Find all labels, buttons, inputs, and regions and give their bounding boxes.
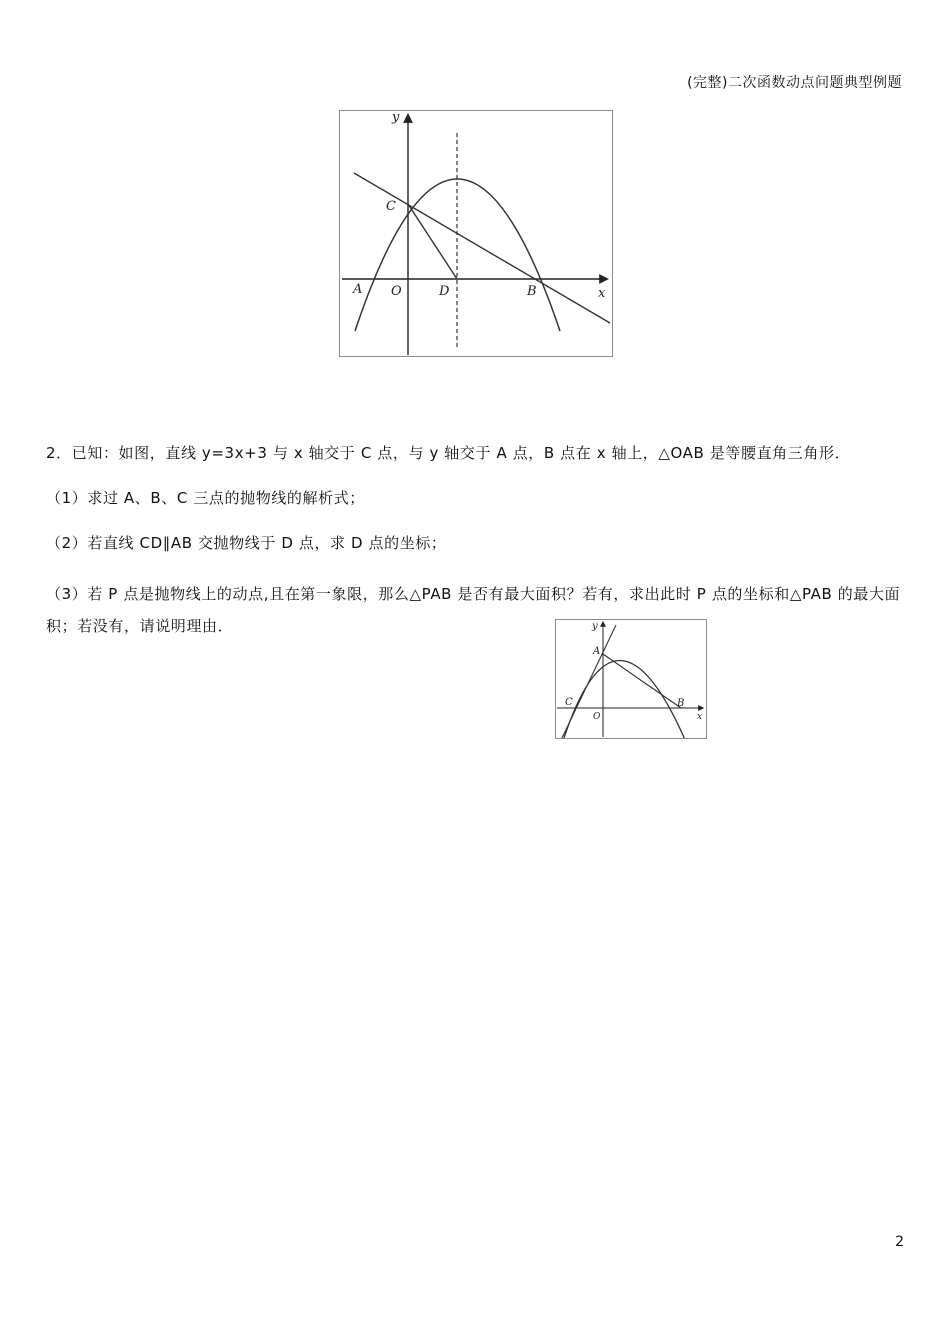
problem-2-question-2: （2）若直线 CD∥AB 交抛物线于 D 点，求 D 点的坐标； <box>46 534 447 552</box>
figure-1 <box>339 110 613 357</box>
label-y: y <box>392 111 400 125</box>
label-y: y <box>592 621 598 632</box>
segment-cd <box>408 204 457 279</box>
problem-2-question-1: （1）求过 A、B、C 三点的抛物线的解析式； <box>46 489 365 507</box>
label-a: A <box>353 282 363 297</box>
label-c: C <box>565 697 573 708</box>
figure-1-graph <box>340 111 612 356</box>
page-number: 2 <box>895 1234 904 1250</box>
label-d: D <box>439 284 450 299</box>
problem-2-stem: 2．已知：如图，直线 y=3x+3 与 x 轴交于 C 点，与 y 轴交于 A 点，B 点在 x 轴上，△OAB 是等腰直角三角形． <box>46 444 851 462</box>
label-o: O <box>593 712 601 722</box>
label-o: O <box>391 284 402 299</box>
running-header: (完整)二次函数动点问题典型例题 <box>687 75 902 91</box>
label-b: B <box>677 698 685 709</box>
label-c: C <box>386 199 396 214</box>
label-b: B <box>527 284 537 299</box>
label-x: x <box>598 286 606 301</box>
label-x: x <box>697 712 703 722</box>
problem-2-question-3: （3）若 P 点是抛物线上的动点,且在第一象限，那么△PAB 是否有最大面积？若有，求出此时 P 点的坐标和△PAB 的最大面积；若没有，请说明理由． <box>46 585 901 635</box>
line-cb <box>354 173 610 323</box>
figure-2 <box>555 619 707 739</box>
line-ac <box>562 625 616 738</box>
label-a: A <box>593 646 601 657</box>
figure-2-graph <box>556 620 706 738</box>
segment-ab <box>603 654 681 708</box>
